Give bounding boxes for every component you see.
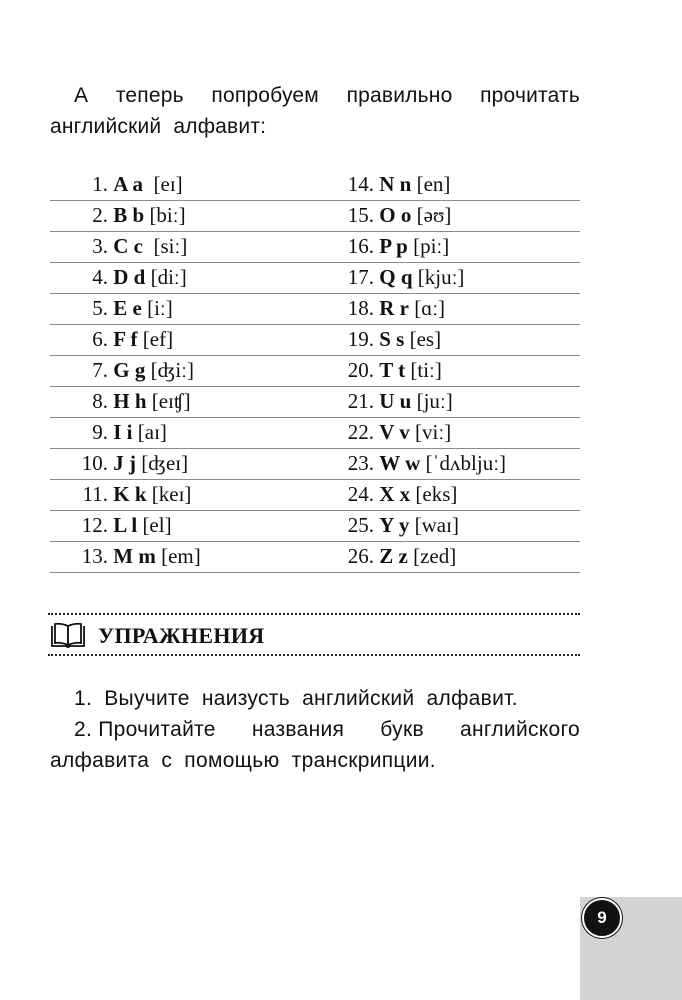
- alphabet-entry: [340, 201, 580, 231]
- entry-letters: Y y: [379, 513, 410, 537]
- alphabet-entry: [340, 263, 580, 293]
- top-dotted-divider: [48, 613, 580, 615]
- bottom-dotted-divider: [48, 654, 580, 656]
- entry-transcription: [iː]: [147, 296, 173, 320]
- entry-letters: P p: [379, 234, 408, 258]
- table-row: [50, 356, 580, 387]
- entry-number: 24.: [347, 482, 374, 506]
- exercises-header: [50, 622, 264, 650]
- exercise-item-2-continued: алфавита с помощью транскрипции.: [50, 749, 436, 772]
- entry-transcription: [tiː]: [410, 358, 442, 382]
- intro-line-2: английский алфавит:: [50, 115, 267, 138]
- table-row: [50, 449, 580, 480]
- entry-number: 3.: [92, 234, 108, 258]
- alphabet-entry: [50, 387, 340, 417]
- entry-letters: J j: [113, 451, 136, 475]
- alphabet-entry: [340, 356, 580, 386]
- intro-word: теперь: [115, 84, 184, 107]
- intro-word: А: [74, 84, 89, 107]
- entry-letters: R r: [379, 296, 409, 320]
- alphabet-entry: [50, 542, 340, 572]
- entry-transcription: [keɪ]: [151, 482, 192, 506]
- entry-number: 20.: [347, 358, 374, 382]
- entry-letters: I i: [113, 420, 133, 444]
- alphabet-table: [50, 170, 580, 573]
- entry-letters: B b: [113, 203, 145, 227]
- exercise-word: названия: [251, 718, 345, 741]
- entry-transcription: [aɪ]: [137, 420, 167, 444]
- alphabet-entry: [340, 542, 580, 572]
- entry-letters: N n: [379, 172, 412, 196]
- alphabet-entry: [50, 201, 340, 231]
- entry-transcription: [kjuː]: [417, 265, 465, 289]
- entry-number: 25.: [347, 513, 374, 537]
- alphabet-entry: [50, 449, 340, 479]
- entry-transcription: [ɑː]: [414, 296, 446, 320]
- entry-letters: D d: [113, 265, 146, 289]
- entry-number: 18.: [347, 296, 374, 320]
- alphabet-entry: [50, 511, 340, 541]
- alphabet-entry: [50, 263, 340, 293]
- table-row: [50, 201, 580, 232]
- alphabet-entry: [340, 480, 580, 510]
- entry-transcription: [en]: [416, 172, 451, 196]
- entry-transcription: [em]: [161, 544, 201, 568]
- entry-transcription: [viː]: [415, 420, 452, 444]
- entry-transcription: [siː]: [153, 234, 188, 258]
- intro-paragraph: [50, 80, 580, 142]
- entry-letters: V v: [379, 420, 410, 444]
- entry-number: 4.: [92, 265, 108, 289]
- intro-word: правильно: [346, 84, 453, 107]
- entry-number: 12.: [81, 513, 108, 537]
- table-row: [50, 232, 580, 263]
- entry-number: 16.: [347, 234, 374, 258]
- exercises-list: [50, 683, 580, 776]
- alphabet-entry: [50, 325, 340, 355]
- entry-letters: O o: [379, 203, 412, 227]
- intro-word: попробуем: [211, 84, 319, 107]
- entry-number: 8.: [92, 389, 108, 413]
- alphabet-entry: [340, 449, 580, 479]
- entry-number: 22.: [347, 420, 374, 444]
- entry-letters: S s: [379, 327, 405, 351]
- alphabet-entry: [50, 480, 340, 510]
- entry-transcription: [ˈdʌbljuː]: [425, 451, 507, 475]
- entry-number: 17.: [347, 265, 374, 289]
- alphabet-entry: [50, 356, 340, 386]
- entry-letters: Z z: [379, 544, 408, 568]
- intro-line-1: [50, 80, 580, 111]
- entry-number: 1.: [92, 172, 108, 196]
- entry-letters: H h: [113, 389, 147, 413]
- entry-letters: U u: [379, 389, 412, 413]
- table-row: [50, 542, 580, 573]
- exercise-word: букв: [380, 718, 424, 741]
- table-row: [50, 325, 580, 356]
- entry-transcription: [es]: [409, 327, 442, 351]
- alphabet-entry: [340, 418, 580, 448]
- entry-letters: W w: [379, 451, 421, 475]
- entry-transcription: [eks]: [415, 482, 458, 506]
- entry-transcription: [piː]: [413, 234, 450, 258]
- entry-transcription: [waɪ]: [414, 513, 459, 537]
- alphabet-entry: [340, 387, 580, 417]
- entry-letters: F f: [113, 327, 138, 351]
- entry-number: 15.: [347, 203, 374, 227]
- entry-letters: G g: [113, 358, 146, 382]
- alphabet-entry: [340, 294, 580, 324]
- entry-letters: X x: [379, 482, 411, 506]
- entry-transcription: [biː]: [149, 203, 186, 227]
- entry-number: 13.: [81, 544, 108, 568]
- entry-letters: L l: [113, 513, 138, 537]
- spacer: [143, 172, 154, 197]
- entry-transcription: [ef]: [142, 327, 174, 351]
- entry-transcription: [diː]: [150, 265, 187, 289]
- exercise-word: английского: [460, 718, 580, 741]
- entry-number: 11.: [82, 482, 108, 506]
- entry-transcription: [ʤeɪ]: [141, 451, 189, 475]
- table-row: [50, 418, 580, 449]
- entry-number: 5.: [92, 296, 108, 320]
- entry-number: 6.: [92, 327, 108, 351]
- entry-transcription: [eɪʧ]: [151, 389, 191, 413]
- entry-letters: Q q: [379, 265, 413, 289]
- exercise-item-2: [50, 714, 580, 745]
- entry-transcription: [el]: [142, 513, 172, 537]
- entry-letters: C c: [113, 234, 143, 258]
- entry-number: 21.: [347, 389, 374, 413]
- table-row: [50, 170, 580, 201]
- open-book-icon: [50, 622, 86, 650]
- entry-number: 2.: [92, 203, 108, 227]
- table-row: [50, 480, 580, 511]
- alphabet-entry: [340, 325, 580, 355]
- alphabet-entry: [50, 294, 340, 324]
- entry-letters: K k: [113, 482, 147, 506]
- alphabet-entry: [340, 511, 580, 541]
- spacer: [143, 234, 154, 259]
- entry-transcription: [ʤiː]: [150, 358, 194, 382]
- entry-letters: E e: [113, 296, 142, 320]
- exercise-item-1: 1. Выучите наизусть английский алфавит.: [74, 687, 518, 710]
- entry-letters: M m: [113, 544, 156, 568]
- entry-letters: T t: [379, 358, 406, 382]
- page-number: 9: [582, 898, 622, 938]
- alphabet-entry: [340, 232, 580, 262]
- exercise-word: 2. Прочитайте: [74, 718, 216, 741]
- exercises-title: УПРАЖНЕНИЯ: [98, 623, 265, 648]
- entry-number: 23.: [347, 451, 374, 475]
- entry-number: 7.: [92, 358, 108, 382]
- table-row: [50, 387, 580, 418]
- alphabet-entry: [340, 170, 580, 200]
- table-row: [50, 263, 580, 294]
- entry-number: 10.: [81, 451, 108, 475]
- table-row: [50, 294, 580, 325]
- table-row: [50, 511, 580, 542]
- intro-word: прочитать: [480, 84, 580, 107]
- entry-transcription: [juː]: [416, 389, 453, 413]
- entry-number: 14.: [347, 172, 374, 196]
- alphabet-entry: [50, 232, 340, 262]
- entry-transcription: [zed]: [413, 544, 457, 568]
- entry-letters: A a: [113, 172, 144, 196]
- entry-number: 26.: [347, 544, 374, 568]
- alphabet-entry: [50, 170, 340, 200]
- entry-number: 19.: [347, 327, 374, 351]
- entry-number: 9.: [92, 420, 108, 444]
- alphabet-entry: [50, 418, 340, 448]
- entry-transcription: [eɪ]: [153, 172, 183, 196]
- entry-transcription: [əʊ]: [416, 203, 452, 227]
